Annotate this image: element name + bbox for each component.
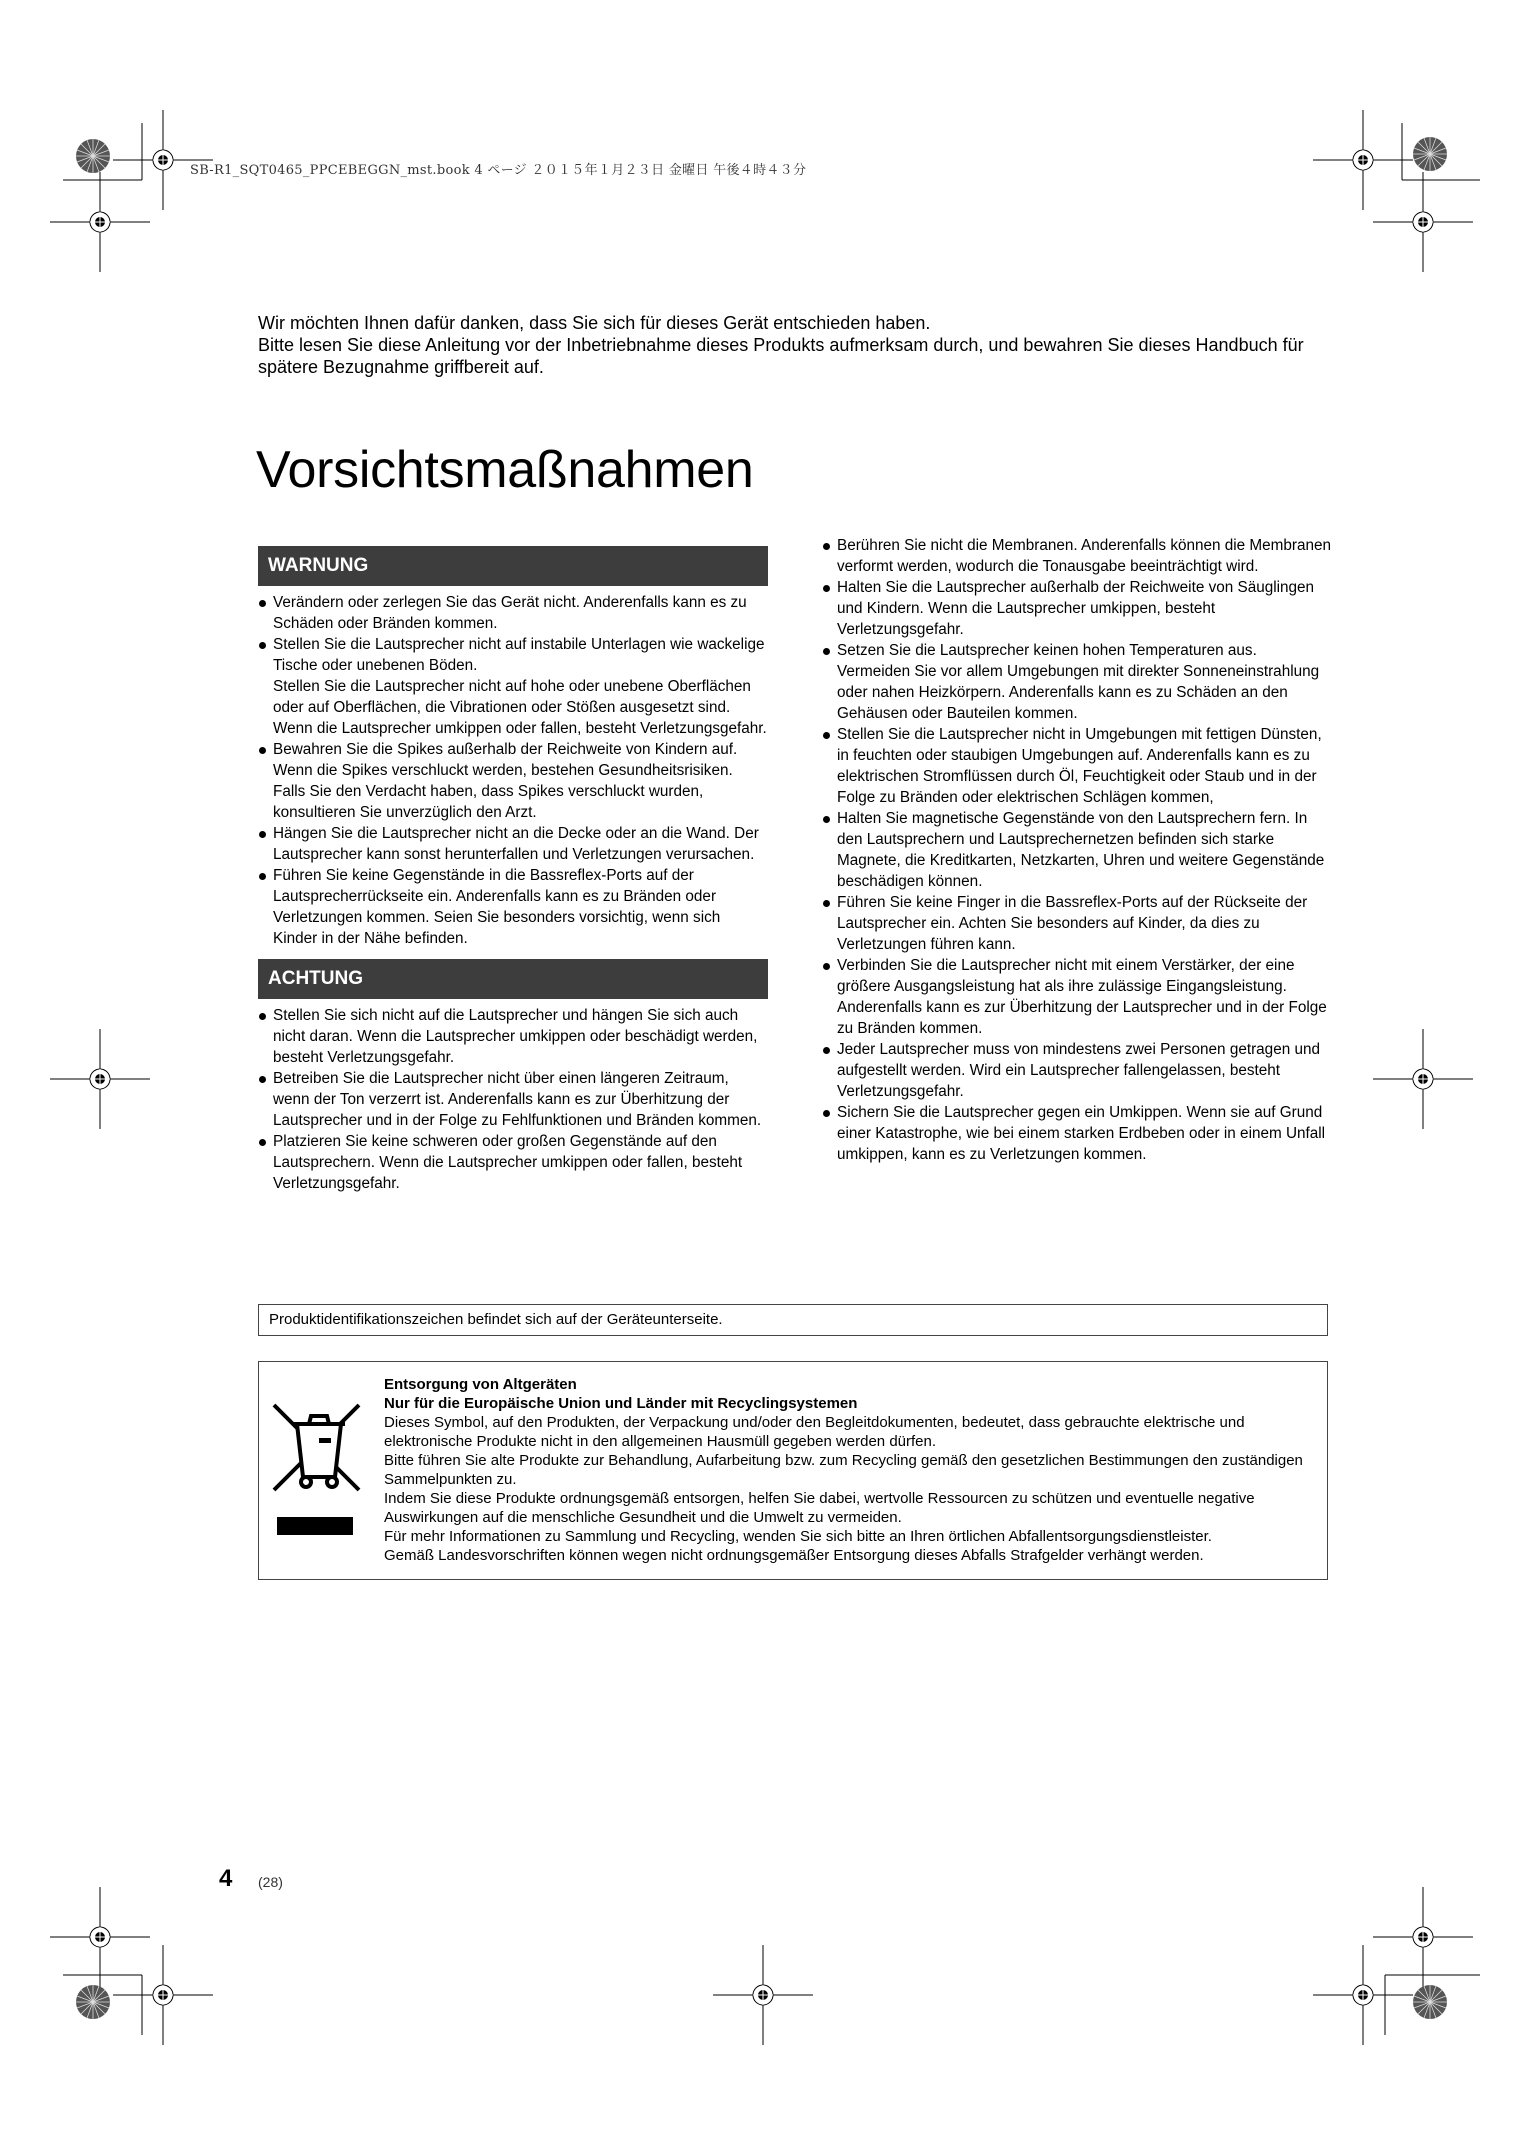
intro-line-1: Wir möchten Ihnen dafür danken, dass Sie sich für dieses Gerät entschieden haben.: [258, 313, 931, 333]
warnung-item: Führen Sie keine Gegenstände in die Bassreflex-Ports auf der Lautsprecherrückseite ein. Anderenfalls kann es zu Bränden oder Verletzungen kommen. Seien Sie besonders vorsichtig, wenn sich Kinder in der Nähe befinden.: [258, 865, 768, 949]
right-item: Führen Sie keine Finger in die Bassreflex-Ports auf der Rückseite der Lautsprecher ein. Achten Sie besonders auf Kinder, da dies zu Verletzungen führen kann.: [822, 892, 1332, 955]
disposal-paragraph: Gemäß Landesvorschriften können wegen nicht ordnungsgemäßer Entsorgung dieses Abfalls Strafgelder verhängt werden.: [384, 1547, 1204, 1564]
warnung-heading: WARNUNG: [258, 546, 768, 586]
disposal-box: [258, 1361, 1328, 1580]
right-item: Sichern Sie die Lautsprecher gegen ein Umkippen. Wenn sie auf Grund einer Katastrophe, wie bei einem starken Erdbeben oder in einem Unfall umkippen, kann es zu Verletzungen kommen.: [822, 1102, 1332, 1165]
warnung-item: Hängen Sie die Lautsprecher nicht an die Decke oder an die Wand. Der Lautsprecher kann sonst herunterfallen und Verletzungen verursachen.: [258, 823, 768, 865]
achtung-item: Stellen Sie sich nicht auf die Lautsprecher und hängen Sie sich auch nicht daran. Wenn die Lautsprecher umkippen oder beschädigt werden, besteht Verletzungsgefahr.: [258, 1005, 768, 1068]
right-item: Halten Sie die Lautsprecher außerhalb der Reichweite von Säuglingen und Kindern. Wenn die Lautsprecher umkippen, besteht Verletzungsgefahr.: [822, 577, 1332, 640]
right-item: Halten Sie magnetische Gegenstände von den Lautsprechern fern. In den Lautsprechern und Lautsprechernetzen befinden sich starke Magnete, die Kreditkarten, Netzkarten, Uhren und weitere Gegenstände beschädigen können.: [822, 808, 1332, 892]
disposal-paragraph: Indem Sie diese Produkte ordnungsgemäß entsorgen, helfen Sie dabei, wertvolle Ressourcen zu schützen und eventuelle negative Auswirkungen auf die menschliche Gesundheit und die Umwelt zu vermeiden.: [384, 1490, 1255, 1526]
intro-text: [258, 312, 1328, 378]
product-id-note: Produktidentifikationszeichen befindet sich auf der Geräteunterseite.: [258, 1304, 1328, 1336]
warnung-item: Bewahren Sie die Spikes außerhalb der Reichweite von Kindern auf. Wenn die Spikes verschluckt werden, bestehen Gesundheitsrisiken. Falls Sie den Verdacht haben, dass Spikes verschluckt wurden, konsultieren Sie unverzüglich den Arzt.: [258, 739, 768, 823]
intro-line-2: Bitte lesen Sie diese Anleitung vor der Inbetriebnahme dieses Produkts aufmerksam durch, und bewahren Sie dieses Handbuch für spätere Bezugnahme griffbereit auf.: [258, 335, 1304, 377]
right-list: [822, 535, 1332, 1165]
warnung-item: Stellen Sie die Lautsprecher nicht auf instabile Unterlagen wie wackelige Tische oder unebenen Böden. Stellen Sie die Lautsprecher nicht auf hohe oder unebene Oberflächen oder auf Oberflächen, die Vibrationen oder Stößen ausgesetzt sind. Wenn die Lautsprecher umkippen oder fallen, besteht Verletzungsgefahr.: [258, 634, 768, 739]
disposal-heading: Entsorgung von Altgeräten: [384, 1376, 577, 1393]
disposal-subheading: Nur für die Europäische Union und Länder mit Recyclingsystemen: [384, 1395, 858, 1412]
achtung-item: Platzieren Sie keine schweren oder großen Gegenstände auf den Lautsprechern. Wenn die Lautsprecher umkippen oder fallen, besteht Verletzungsgefahr.: [258, 1131, 768, 1194]
warnung-list: [258, 592, 768, 949]
disposal-paragraph: Bitte führen Sie alte Produkte zur Behandlung, Aufarbeitung bzw. zum Recycling gemäß den gesetzlichen Bestimmungen den zuständigen Sammelpunkten zu.: [384, 1452, 1303, 1488]
left-column: [258, 546, 768, 1204]
page-number: 4: [219, 1865, 233, 1892]
right-item: Berühren Sie nicht die Membranen. Anderenfalls können die Membranen verformt werden, wodurch die Tonausgabe beeinträchtigt wird.: [822, 535, 1332, 577]
print-file-header: SB-R1_SQT0465_PPCEBEGGN_mst.book 4 ページ ２０１５年１月２３日 金曜日 午後４時４３分: [190, 163, 807, 178]
disposal-paragraph: Dieses Symbol, auf den Produkten, der Verpackung und/oder den Begleitdokumenten, bedeutet, dass gebrauchte elektrische und elektronische Produkte nicht in den allgemeinen Hausmüll gegeben werden dürfen.: [384, 1414, 1245, 1450]
right-item: Setzen Sie die Lautsprecher keinen hohen Temperaturen aus. Vermeiden Sie vor allem Umgebungen mit direkter Sonneneinstrahlung oder nahen Heizkörpern. Anderenfalls kann es zu Schäden an den Gehäusen oder Bauteilen kommen.: [822, 640, 1332, 724]
warnung-item: Verändern oder zerlegen Sie das Gerät nicht. Anderenfalls kann es zu Schäden oder Bränden kommen.: [258, 592, 768, 634]
right-item: Stellen Sie die Lautsprecher nicht in Umgebungen mit fettigen Dünsten, in feuchten oder staubigen Umgebungen auf. Anderenfalls kann es zu elektrischen Stromflüssen durch Öl, Feuchtigkeit oder Staub und in der Folge zu Bränden oder elektrischen Schlägen kommen,: [822, 724, 1332, 808]
achtung-item: Betreiben Sie die Lautsprecher nicht über einen längeren Zeitraum, wenn der Ton verzerrt ist. Anderenfalls kann es zur Überhitzung der Lautsprecher und in der Folge zu Fehlfunktionen und Bränden kommen.: [258, 1068, 768, 1131]
right-item: Jeder Lautsprecher muss von mindestens zwei Personen getragen und aufgestellt werden. Wird ein Lautsprecher fallengelassen, besteht Verletzungsgefahr.: [822, 1039, 1332, 1102]
disposal-paragraph: Für mehr Informationen zu Sammlung und Recycling, wenden Sie sich bitte an Ihren örtlichen Abfallentsorgungsdienstleister.: [384, 1528, 1212, 1545]
page-subnumber: (28): [258, 1874, 283, 1890]
right-column: [822, 535, 1332, 1165]
page-title: Vorsichtsmaßnahmen: [256, 441, 754, 499]
weee-crossed-bin-icon: [269, 1402, 369, 1542]
disposal-text: [384, 1375, 1319, 1565]
achtung-list: [258, 1005, 768, 1194]
achtung-heading: ACHTUNG: [258, 959, 768, 999]
right-item: Verbinden Sie die Lautsprecher nicht mit einem Verstärker, der eine größere Ausgangsleistung hat als ihre zulässige Eingangsleistung. Anderenfalls kann es zur Überhitzung der Lautsprecher und in der Folge zu Bränden kommen.: [822, 955, 1332, 1039]
